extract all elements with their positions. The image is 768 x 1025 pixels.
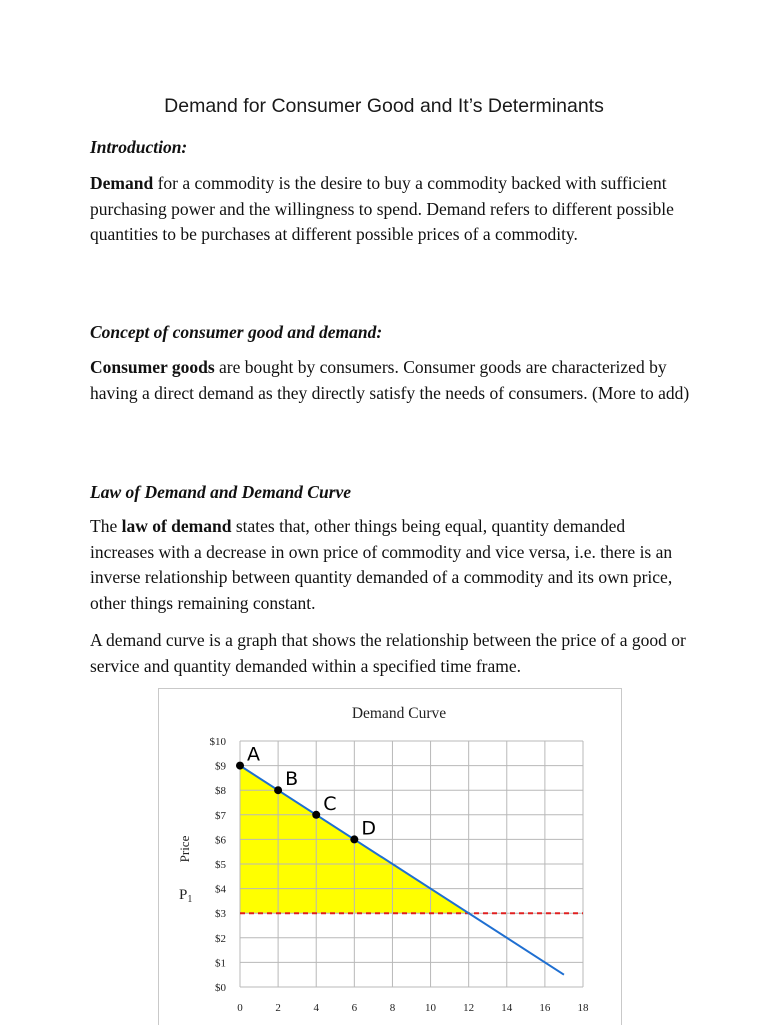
intro-paragraph-text: for a commodity is the desire to buy a commodity backed with sufficient purchasing power and the willingness to spend. Demand refers to different possible quantities to be purchases at different possible prices of a commodity.	[90, 173, 674, 244]
concept-paragraph	[90, 355, 690, 406]
intro-paragraph	[90, 171, 690, 248]
point-c	[312, 811, 320, 819]
point-label-d: D	[361, 817, 376, 840]
y-tick-label: $5	[215, 859, 226, 871]
point-label-c: C	[323, 792, 337, 815]
point-label-b: B	[285, 768, 299, 791]
point-d	[350, 835, 358, 843]
x-tick-label: 16	[539, 1002, 551, 1014]
law-paragraph-pre: The	[90, 516, 122, 536]
chart-title: Demand Curve	[351, 705, 447, 722]
x-tick-label: 18	[577, 1002, 589, 1014]
x-tick-label: 6	[351, 1002, 358, 1014]
law-paragraph-text: states that, other things being equal, quantity demanded increases with a decrease in own price of commodity and vice versa, i.e. there is an inverse relationship between quantity demanded of a commodity and its own price, other things remaining constant.	[90, 516, 673, 613]
y-tick-label: $6	[215, 834, 226, 847]
demand-curve-chart	[158, 688, 622, 1025]
point-a	[236, 762, 244, 770]
law-heading: Law of Demand and Demand Curve	[90, 482, 352, 502]
demand-term: Demand	[90, 173, 154, 193]
y-tick-label: $1	[215, 957, 226, 970]
intro-heading: Introduction:	[90, 137, 188, 157]
document-title: Demand for Consumer Good and It’s Determinants	[164, 95, 604, 117]
x-tick-label: 12	[463, 1002, 475, 1014]
x-tick-label: 8	[389, 1002, 396, 1014]
y-tick-label: $10	[209, 736, 226, 748]
consumer-goods-term: Consumer goods	[90, 357, 215, 377]
x-tick-label: 2	[275, 1002, 281, 1014]
y-tick-label: $7	[215, 809, 226, 822]
point-label-a: A	[247, 743, 260, 766]
law-paragraph	[90, 514, 690, 616]
demand-curve-paragraph: A demand curve is a graph that shows the relationship between the price of a good or service and quantity demanded within a specified time frame.	[90, 630, 686, 676]
x-tick-label: 10	[425, 1002, 437, 1014]
y-tick-label: $2	[215, 932, 226, 945]
y-axis-label: Price	[177, 835, 192, 863]
y-tick-label: $9	[215, 760, 226, 773]
concept-heading: Concept of consumer good and demand:	[90, 322, 383, 342]
x-tick-label: 14	[501, 1002, 513, 1014]
y-tick-label: $4	[215, 883, 226, 896]
price-line-label: $P_1$	[179, 887, 193, 906]
point-b	[274, 786, 282, 794]
y-tick-label: $8	[215, 785, 226, 798]
x-tick-label: 4	[313, 1002, 319, 1014]
demand-curve-svg	[159, 689, 621, 1025]
concept-paragraph-text: are bought by consumers. Consumer goods are characterized by having a direct demand as they directly satisfy the needs of consumers. (More to add)	[90, 357, 690, 403]
y-tick-label: $0	[215, 982, 226, 994]
law-of-demand-term: law of demand	[121, 516, 232, 536]
y-tick-label: $3	[215, 908, 226, 921]
x-tick-label: 0	[237, 1002, 243, 1014]
